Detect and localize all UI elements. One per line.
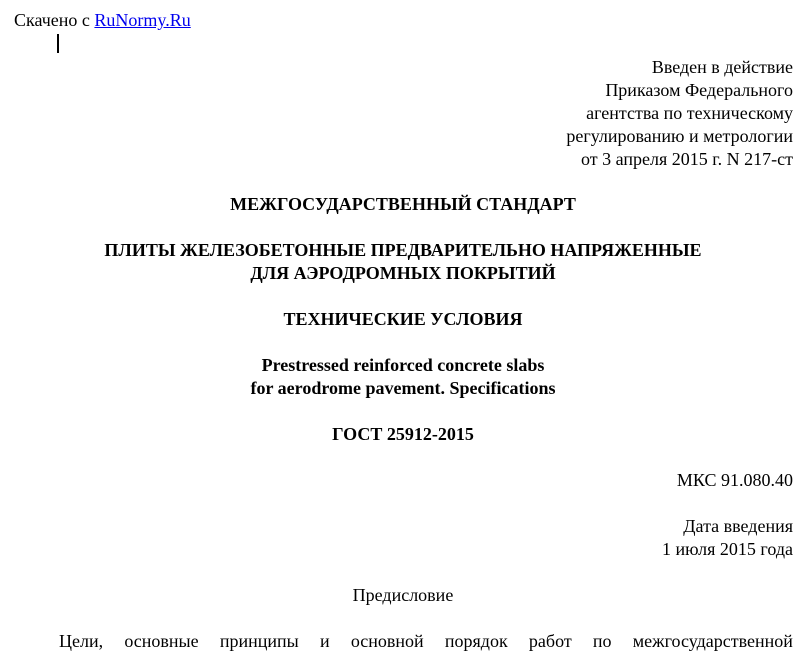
title-ru-line: ДЛЯ АЭРОДРОМНЫХ ПОКРЫТИЙ — [250, 263, 556, 283]
intro-date-label: Дата введения — [683, 516, 793, 536]
intro-date-value: 1 июля 2015 года — [662, 539, 793, 559]
foreword-word: основные — [124, 631, 199, 651]
foreword-word: по — [592, 631, 612, 651]
foreword-heading: Предисловие — [352, 585, 454, 605]
foreword-word: порядок — [444, 631, 508, 651]
foreword-word: Цели, — [59, 631, 104, 651]
text-cursor — [57, 34, 59, 53]
standard-type-heading: МЕЖГОСУДАРСТВЕННЫЙ СТАНДАРТ — [230, 194, 576, 214]
gost-number: ГОСТ 25912-2015 — [332, 424, 474, 444]
foreword-word: работ — [528, 631, 572, 651]
foreword-word: принципы — [219, 631, 299, 651]
source-prefix: Скачено с — [14, 10, 95, 30]
title-ru-line: ПЛИТЫ ЖЕЛЕЗОБЕТОННЫЕ ПРЕДВАРИТЕЛЬНО НАПРЯЖЕННЫЕ — [104, 240, 702, 260]
source-note — [14, 9, 191, 31]
subtitle-ru: ТЕХНИЧЕСКИЕ УСЛОВИЯ — [283, 309, 523, 329]
foreword-word: межгосударственной — [632, 631, 793, 651]
title-en-line: for aerodrome pavement. Specifications — [250, 378, 556, 398]
mks-code: МКС 91.080.40 — [676, 470, 793, 490]
foreword-word: и — [319, 631, 330, 651]
enactment-line: от 3 апреля 2015 г. N 217-ст — [581, 149, 793, 169]
foreword-word: основной — [350, 631, 424, 651]
enactment-line: Приказом Федерального — [605, 80, 793, 100]
enactment-line: Введен в действие — [651, 57, 793, 77]
runormy-link[interactable]: RuNormy.Ru — [94, 10, 191, 30]
enactment-line: агентства по техническому — [586, 103, 793, 123]
enactment-line: регулированию и метрологии — [566, 126, 793, 146]
title-en-line: Prestressed reinforced concrete slabs — [261, 355, 545, 375]
foreword-paragraph-first-line — [59, 630, 793, 652]
